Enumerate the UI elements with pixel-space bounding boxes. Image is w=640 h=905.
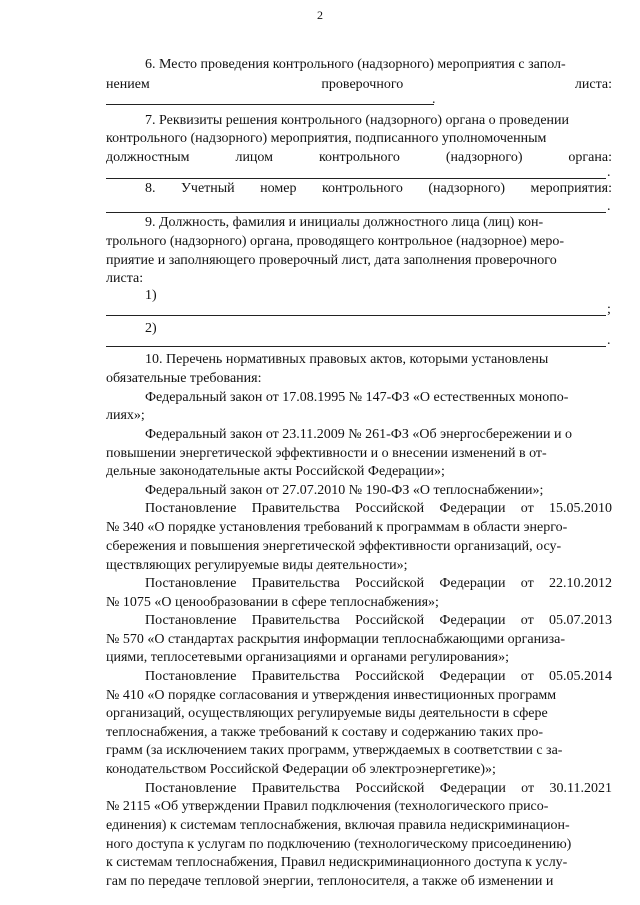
line-end-punct: . xyxy=(432,92,436,107)
text-line-justified: Постановление Правительства Российской Федерации от 05.05.2014 xyxy=(145,669,612,684)
text-line: 2) xyxy=(145,321,157,336)
fill-in-line xyxy=(106,346,606,347)
text-line-justified: Постановление Правительства Российской Федерации от 22.10.2012 xyxy=(145,576,612,591)
page-number: 2 xyxy=(317,8,323,22)
text-line: теплоснабжения, а также требований к составу и содержанию таких про- xyxy=(106,725,544,740)
text-line: 10. Перечень нормативных правовых актов, которыми установлены xyxy=(145,352,549,367)
text-line: № 340 «О порядке установления требований к программам в области энерго- xyxy=(106,520,568,535)
text-line: организаций, осуществляющих регулируемые виды деятельности в сфере xyxy=(106,706,548,721)
text-line: грамм (за исключением таких программ, утверждаемых в соответствии с за- xyxy=(106,743,563,758)
line-end-punct: . xyxy=(607,165,611,180)
text-line: циями, теплосетевыми организациями и органами регулирования»; xyxy=(106,650,509,665)
text-line: № 570 «О стандартах раскрытия информации теплоснабжающими организа- xyxy=(106,632,565,647)
text-line: листа: xyxy=(106,271,144,286)
fill-in-line xyxy=(106,104,434,105)
line-end-punct: . xyxy=(607,333,611,348)
text-line: 1) xyxy=(145,288,157,303)
text-line: к системам теплоснабжения, Правил недискриминационного доступа к услу- xyxy=(106,855,568,870)
line-end-punct: ; xyxy=(607,302,611,317)
text-line: № 410 «О порядке согласования и утверждения инвестиционных программ xyxy=(106,688,557,703)
text-line-justified: 8. Учетный номер контрольного (надзорного) мероприятия: xyxy=(145,181,612,196)
text-line: приятие и заполняющего проверочный лист, дата заполнения проверочного xyxy=(106,253,557,268)
fill-in-line xyxy=(106,178,606,179)
text-line: обязательные требования: xyxy=(106,371,262,386)
text-line-justified: нением проверочного листа: xyxy=(106,77,612,92)
text-line: сбережения и повышения энергетической эффективности организаций, осу- xyxy=(106,539,562,554)
text-line-justified: Постановление Правительства Российской Федерации от 30.11.2021 xyxy=(145,781,612,796)
text-line: контрольного (надзорного) мероприятия, подписанного уполномоченным xyxy=(106,131,547,146)
text-line: Федеральный закон от 23.11.2009 № 261-ФЗ «Об энергосбережении и о xyxy=(145,427,572,442)
text-line: 7. Реквизиты решения контрольного (надзорного) органа о проведении xyxy=(145,113,570,128)
text-line-justified: Постановление Правительства Российской Федерации от 05.07.2013 xyxy=(145,613,612,628)
text-line: лиях»; xyxy=(106,408,145,423)
text-line: гам по передаче тепловой энергии, теплоносителя, а также об изменении и xyxy=(106,874,554,889)
fill-in-line xyxy=(106,315,606,316)
text-line: 6. Место проведения контрольного (надзорного) мероприятия с запол- xyxy=(145,57,566,72)
text-line: ществляющих регулируемые виды деятельности»; xyxy=(106,558,408,573)
text-line: Федеральный закон от 27.07.2010 № 190-ФЗ «О теплоснабжении»; xyxy=(145,483,544,498)
text-line: 9. Должность, фамилия и инициалы должностного лица (лиц) кон- xyxy=(145,215,544,230)
text-line: № 2115 «Об утверждении Правил подключения (технологического присо- xyxy=(106,799,549,814)
text-line: дельные законодательные акты Российской Федерации»; xyxy=(106,464,445,479)
text-line-justified: должностным лицом контрольного (надзорного) органа: xyxy=(106,150,612,165)
text-line: повышении энергетической эффективности и о внесении изменений в от- xyxy=(106,446,547,461)
text-line: № 1075 «О ценообразовании в сфере теплоснабжения»; xyxy=(106,595,439,610)
text-line: единения) к системам теплоснабжения, включая правила недискриминацион- xyxy=(106,818,570,833)
text-line: конодательством Российской Федерации об электроэнергетике)»; xyxy=(106,762,496,777)
line-end-punct: . xyxy=(607,199,611,214)
text-line: ного доступа к услугам по подключению (технологическому присоединению) xyxy=(106,837,572,852)
text-line-justified: Постановление Правительства Российской Федерации от 15.05.2010 xyxy=(145,501,612,516)
text-line: Федеральный закон от 17.08.1995 № 147-ФЗ «О естественных монопо- xyxy=(145,390,569,405)
text-line: трольного (надзорного) органа, проводящего контрольное (надзорное) меро- xyxy=(106,234,565,249)
fill-in-line xyxy=(106,212,606,213)
